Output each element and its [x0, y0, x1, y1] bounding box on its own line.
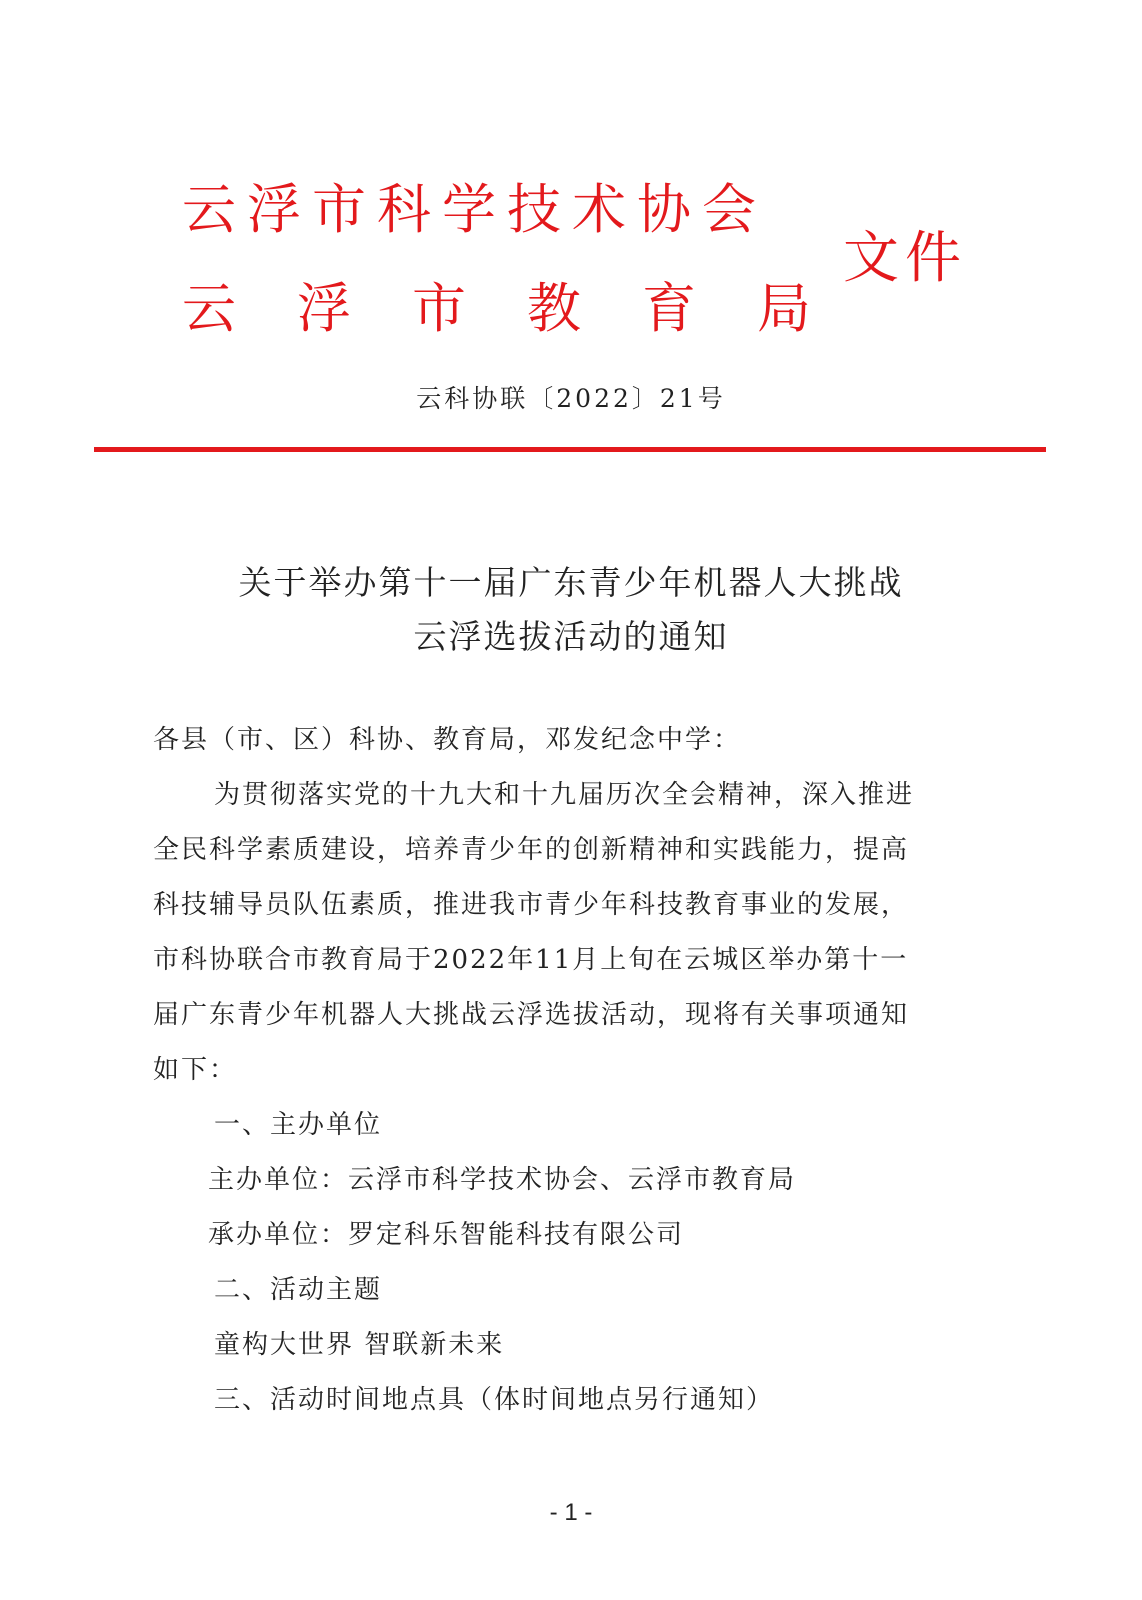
document-label: 文件 [843, 226, 967, 291]
section-heading: 三、活动时间地点具（体时间地点另行通知） [214, 1385, 775, 1415]
salutation: 各县（市、区）科协、教育局，邓发纪念中学： [153, 725, 742, 755]
issuing-org-line-2: 云浮市教育局 [182, 277, 872, 340]
red-divider-line [94, 447, 1046, 452]
page-number: - 1 - [549, 1499, 593, 1526]
organizer-line: 主办单位：云浮市科学技术协会、云浮市教育局 [208, 1165, 797, 1195]
paragraph-line: 如下： [153, 1055, 238, 1085]
document-number: 云科协联〔2022〕21号 [416, 384, 726, 413]
paragraph-line: 科技辅导员队伍素质，推进我市青少年科技教育事业的发展， [153, 890, 910, 920]
document-title-line-2: 云浮选拔活动的通知 [413, 617, 729, 656]
issuing-org-line-1: 云浮市科学技术协会 [182, 178, 767, 241]
paragraph-line: 全民科学素质建设，培养青少年的创新精神和实践能力，提高 [153, 835, 910, 865]
co-organizer-line: 承办单位：罗定科乐智能科技有限公司 [208, 1220, 685, 1250]
document-title-line-1: 关于举办第十一届广东青少年机器人大挑战 [238, 563, 904, 602]
paragraph-line: 市科协联合市教育局于2022年11月上旬在云城区举办第十一 [153, 945, 909, 975]
paragraph-line: 届广东青少年机器人大挑战云浮选拔活动，现将有关事项通知 [153, 1000, 910, 1030]
section-heading: 二、活动主题 [214, 1275, 383, 1305]
paragraph-line: 为贯彻落实党的十九大和十九届历次全会精神，深入推进 [214, 780, 915, 810]
section-heading: 一、主办单位 [214, 1110, 383, 1140]
theme-line: 童构大世界 智联新未来 [214, 1330, 505, 1360]
